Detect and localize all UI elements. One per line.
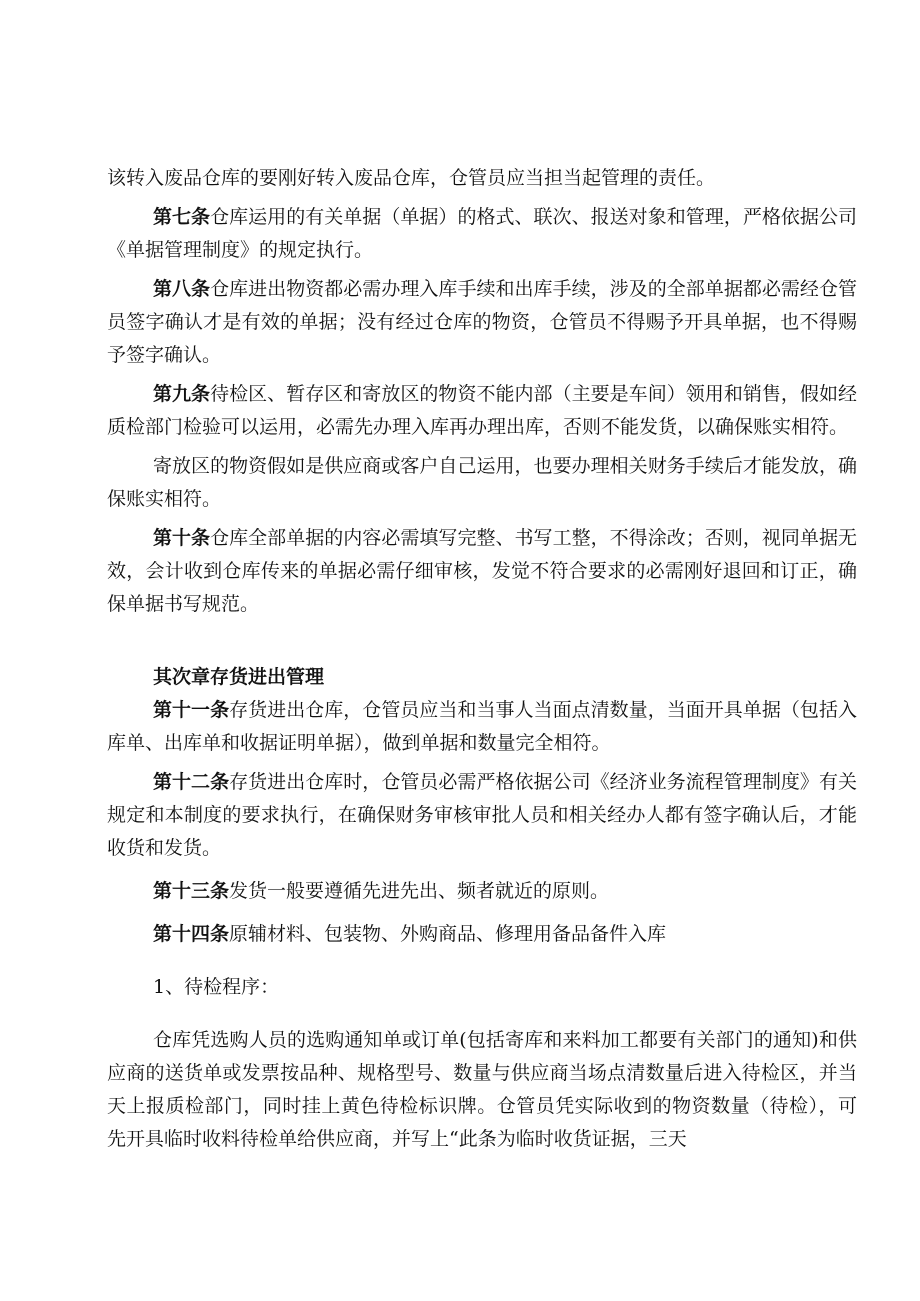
article-text: 原辅材料、包装物、外购商品、修理用备品备件入库 xyxy=(229,923,667,945)
article-11 xyxy=(107,694,857,760)
article-7 xyxy=(107,201,857,267)
article-text: 待检区、暂存区和寄放区的物资不能内部（主要是车间）领用和销售，假如经质检部门检验可以运用，必需先办理入库再办理出库，否则不能发货，以确保账实相符。 xyxy=(107,383,857,438)
article-text: 仓库运用的有关单据（单据）的格式、联次、报送对象和管理，严格依据公司《单据管理制度》的规定执行。 xyxy=(107,206,857,261)
paragraph-continuation: 该转入废品仓库的要刚好转入废品仓库，仓管员应当担当起管理的责任。 xyxy=(107,167,716,189)
article-text: 仓库进出物资都必需办理入库手续和出库手续，涉及的全部单据都必需经仓管员签字确认才是有效的单据；没有经过仓库的物资，仓管员不得赐予开具单据，也不得赐予签字确认。 xyxy=(107,278,857,366)
chapter-heading: 其次章存货进出管理 xyxy=(153,666,325,688)
paragraph-inspection: 仓库凭选购人员的选购通知单或订单(包括寄库和来料加工都要有关部门的通知)和供应商的送货单或发票按品种、规格型号、数量与供应商当场点清数量后进入待检区，并当天上报质检部门，同时挂上黄色待检标识牌。仓管员凭实际收到的物资数量（待检），可先开具临时收料待检单给供应商，并写上“此条为临时收货证据，三天 xyxy=(107,1029,857,1150)
article-8 xyxy=(107,273,857,372)
article-text: 存货进出仓库时，仓管员必需严格依据公司《经济业务流程管理制度》有关规定和本制度的要求执行，在确保财务审核审批人员和相关经办人都有签字确认后，才能收货和发货。 xyxy=(107,771,857,859)
article-title: 第七条 xyxy=(153,206,211,228)
article-9 xyxy=(107,378,857,444)
article-title: 第八条 xyxy=(153,278,211,300)
article-12 xyxy=(107,766,857,865)
article-title: 第十一条 xyxy=(153,699,230,721)
article-title: 第九条 xyxy=(153,383,211,405)
article-13 xyxy=(107,875,857,908)
article-title: 第十二条 xyxy=(153,771,230,793)
article-text: 存货进出仓库，仓管员应当和当事人当面点清数量，当面开具单据（包括入库单、出库单和收据证明单据），做到单据和数量完全相符。 xyxy=(107,699,857,754)
article-title: 第十三条 xyxy=(153,880,230,902)
article-title: 第十四条 xyxy=(153,923,230,945)
article-title: 第十条 xyxy=(153,527,211,549)
article-text: 仓库全部单据的内容必需填写完整、书写工整，不得涂改；否则，视同单据无效，会计收到仓库传来的单据必需仔细审核，发觉不符合要求的必需刚好退回和订正，确保单据书写规范。 xyxy=(107,527,857,615)
document-body xyxy=(107,162,857,1156)
article-10 xyxy=(107,522,857,621)
article-text: 发货一般要遵循先进先出、频者就近的原则。 xyxy=(229,880,610,902)
article-14 xyxy=(107,918,857,951)
procedure-heading: 1、待检程序： xyxy=(153,976,280,998)
paragraph-consignment: 寄放区的物资假如是供应商或客户自己运用，也要办理相关财务手续后才能发放，确保账实相符。 xyxy=(107,455,857,510)
